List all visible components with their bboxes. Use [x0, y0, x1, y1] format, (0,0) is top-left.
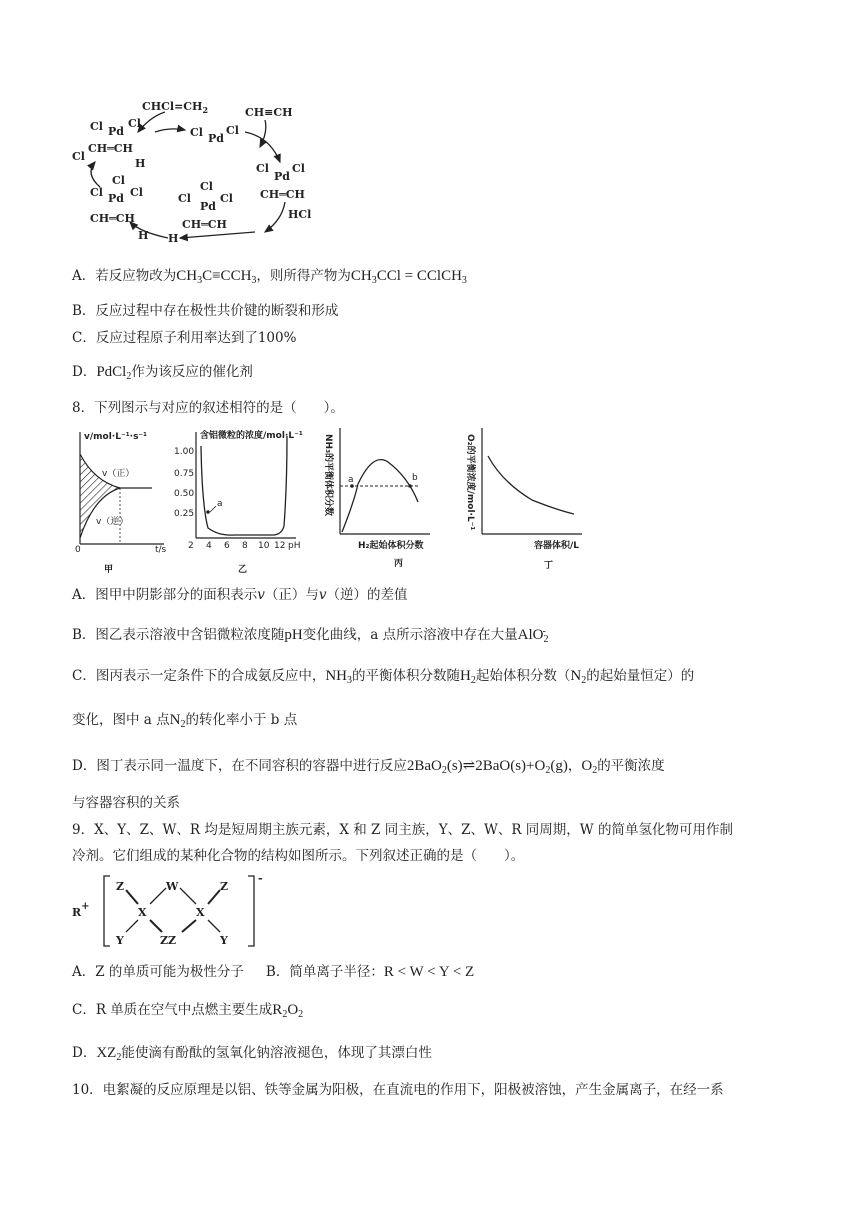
h-label: H	[168, 232, 179, 245]
product-label: $CHCl=CH_2$	[142, 100, 209, 115]
atom-w: W	[166, 880, 179, 893]
point-label: a	[348, 475, 354, 485]
x-tick: 10	[258, 541, 270, 551]
q9-option-d: D．$XZ_2$能使滴有酚酞的氢氧化钠溶液褪色，体现了其漂白性	[72, 1045, 432, 1063]
y-tick: 0.25	[174, 509, 195, 519]
x-axis-label: H₂起始体积分数	[358, 541, 424, 551]
cation-label: R+	[72, 901, 90, 919]
chch-label: CH═CH	[260, 188, 305, 201]
cl-label: Cl	[90, 120, 103, 133]
atom-z: Z	[220, 880, 229, 893]
y-axis-label: 含铝微粒的浓度/mol·L⁻¹	[200, 431, 303, 441]
cl-label: Cl	[130, 186, 143, 199]
pd-label: Pd	[274, 170, 290, 183]
y-tick: 0.75	[174, 469, 195, 479]
q9-option-c: C．R 单质在空气中点燃主要生成$R_2O_2$	[72, 1002, 304, 1020]
chart-jia	[72, 426, 172, 576]
pd-label: Pd	[200, 200, 216, 213]
chart-name: 丁	[544, 561, 554, 571]
cl-label: Cl	[90, 186, 103, 199]
y-tick: 0.50	[174, 489, 195, 499]
charge-label: -	[258, 872, 263, 885]
chch-label: CH═CH	[90, 212, 135, 225]
atom-x: X	[138, 906, 147, 919]
point-a	[206, 510, 210, 514]
q10-stem: 10．电絮凝的反应原理是以铝、铁等金属为阳极，在直流电的作用下，阳极被溶蚀，产生金属离子，在经一系	[72, 1082, 724, 1098]
chart-name: 甲	[104, 565, 114, 575]
q7-option-b: B．反应过程中存在极性共价键的断裂和形成	[72, 303, 339, 319]
cl-label: Cl	[200, 180, 213, 193]
series-label: v（正）	[102, 469, 135, 479]
point-label: a	[217, 499, 223, 509]
q8-option-c: C．图丙表示一定条件下的合成氨反应中，$NH_3$的平衡体积分数随$H_2$起始体积分数（$N_2$的起始量恒定）的	[72, 668, 695, 686]
q8-option-c-cont: 变化，图中 a 点$N_2$的转化率小于 b 点	[72, 712, 298, 730]
cl-label: Cl	[226, 124, 239, 137]
origin-label: 0	[75, 545, 81, 555]
y-axis-label: NH₃的平衡体积分数	[323, 434, 333, 517]
x-tick: 12	[274, 541, 286, 551]
h-label: H	[138, 229, 149, 242]
cl-label: Cl	[128, 117, 141, 130]
series-label: v（逆）	[96, 517, 129, 527]
atom-z: Z	[116, 880, 125, 893]
atom-zz: ZZ	[160, 934, 177, 947]
point-b	[408, 484, 412, 488]
cl-label: Cl	[292, 162, 305, 175]
hcl-label: HCl	[288, 208, 312, 221]
q8-option-d: D．图丁表示同一温度下，在不同容积的容器中进行反应$2BaO_2(s)\rightleftharpoons 2BaO(s)+O_2(g)$，$O_2$的平衡浓度	[72, 758, 665, 776]
q7-option-a: A．若反应物改为$CH_3C\equiv CCH_3$，则所得产物为$CH_3CCl$ = CClCH$_3$	[72, 268, 467, 286]
point-label: b	[412, 473, 418, 483]
q9-stem-line1: 9．X、Y、Z、W、R 均是短周期主族元素，X 和 Z 同主族，Y、Z、W、R 同周期，W 的简单氢化物可用作制	[72, 822, 733, 838]
pd-label: Pd	[208, 132, 224, 145]
x-tick: 6	[224, 541, 230, 551]
chart-ding	[462, 422, 592, 572]
x-tick: 2	[188, 541, 194, 551]
cl-label: Cl	[220, 192, 233, 205]
cl-label: Cl	[190, 126, 203, 139]
q9-options-ab: A．Z 的单质可能为极性分子 B．简单离子半径：R < W < Y < Z	[72, 964, 475, 980]
q8-option-a: A．图甲中阴影部分的面积表示v（正）与v（逆）的差值	[72, 587, 408, 603]
x-axis-label: 容器体积/L	[534, 541, 580, 551]
pd-label: Pd	[108, 125, 124, 138]
chch-label: CH═CH	[88, 142, 133, 155]
cl-label: Cl	[178, 192, 191, 205]
h-label: H	[135, 157, 146, 170]
cl-label: Cl	[72, 150, 85, 163]
chart-yi	[174, 426, 304, 576]
q8-option-d-cont: 与容器容积的关系	[72, 795, 180, 811]
chch-label: CH═CH	[182, 218, 227, 231]
atom-x: X	[196, 906, 205, 919]
chart-name: 丙	[394, 559, 404, 569]
catalytic-cycle-figure	[70, 92, 340, 252]
x-axis-label: t/s	[155, 545, 167, 555]
q8-stem: 8．下列图示与对应的叙述相符的是（ ）。	[72, 400, 344, 416]
y-tick: 1.00	[174, 447, 195, 457]
ethyne-label: CH≡CH	[245, 106, 293, 119]
atom-y: Y	[220, 934, 228, 947]
q9-stem-line2: 冷剂。它们组成的某种化合物的结构如图所示。下列叙述正确的是（ ）。	[72, 848, 525, 864]
y-ticks	[174, 447, 194, 519]
x-tick: 8	[242, 541, 248, 551]
y-axis-label: v/mol·L⁻¹·s⁻¹	[84, 432, 148, 442]
x-ticks	[188, 541, 300, 551]
q7-option-c: C．反应过程原子利用率达到了100%	[72, 330, 297, 346]
q8-option-b: B．图乙表示溶液中含铝微粒浓度随pH变化曲线，a 点所示溶液中存在大量AlO$_2$-	[72, 626, 549, 645]
x-unit: pH	[288, 541, 301, 551]
x-tick: 4	[206, 541, 212, 551]
pd-label: Pd	[108, 192, 124, 205]
atom-y: Y	[116, 934, 124, 947]
cl-label: Cl	[112, 174, 125, 187]
cl-label: Cl	[256, 162, 269, 175]
q7-option-d: D．PdCl$_2$作为该反应的催化剂	[72, 364, 253, 382]
chart-name: 乙	[238, 565, 248, 575]
y-axis-label: O₂的平衡浓度/mol·L⁻¹	[465, 434, 475, 531]
chart-bing	[318, 422, 438, 572]
q9-structure-figure	[70, 870, 270, 952]
